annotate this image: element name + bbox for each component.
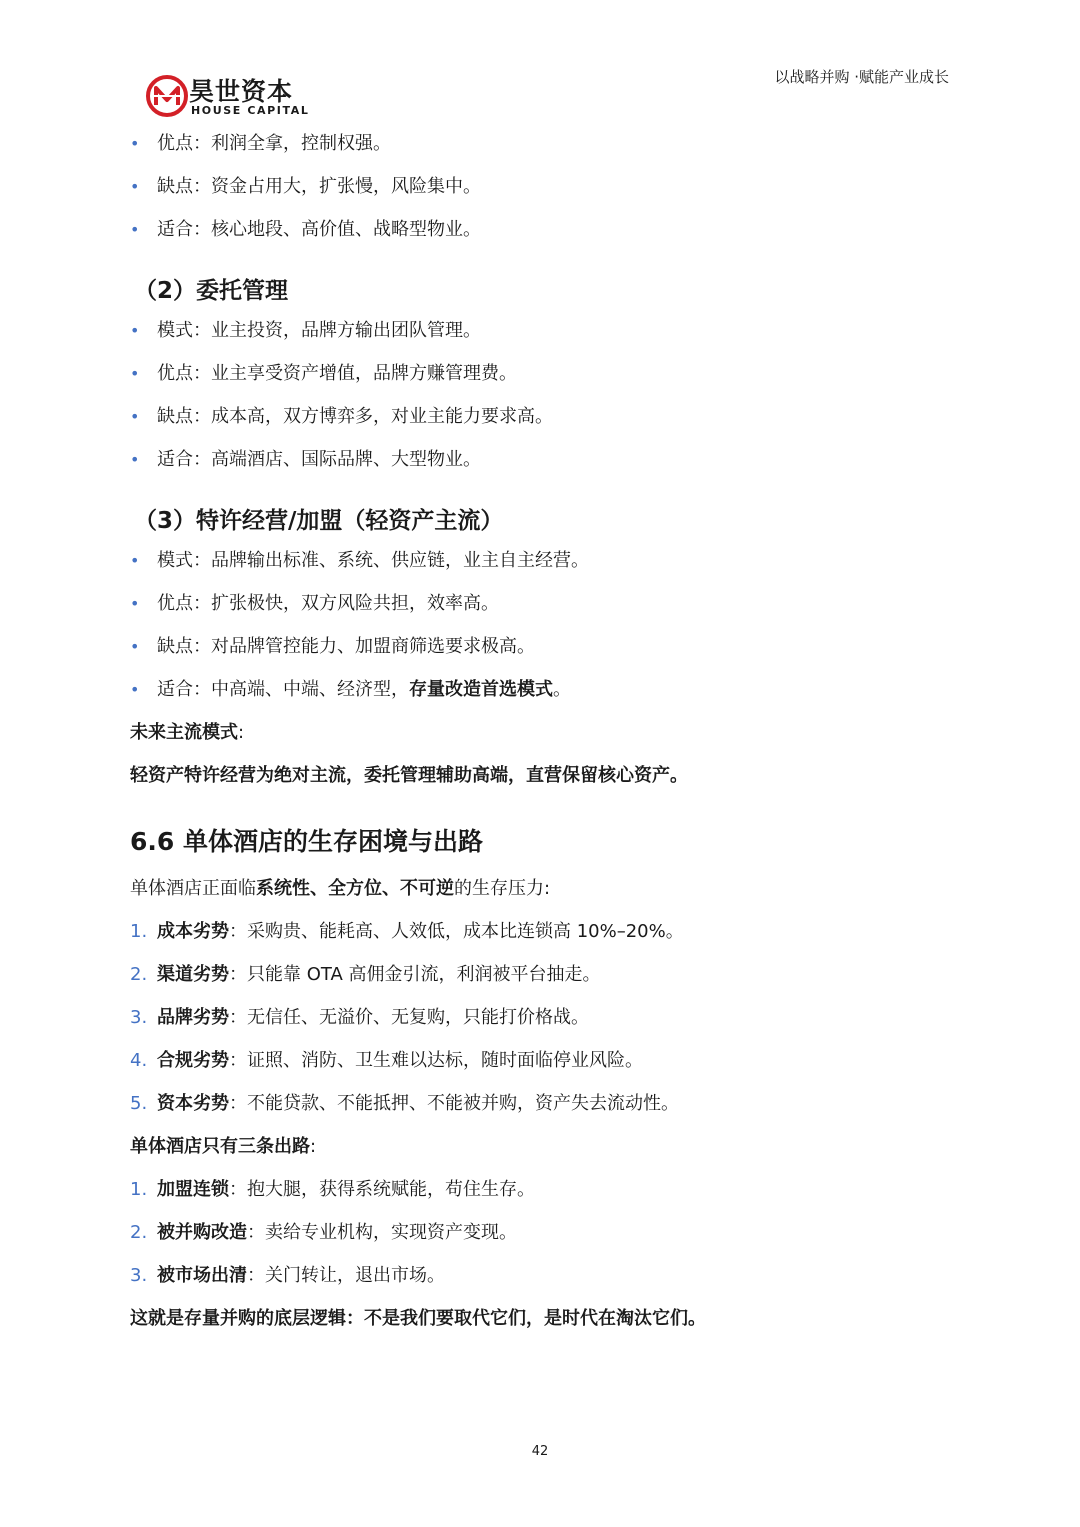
- bullet-text: 业主享受资产增值，品牌方赚管理费。: [211, 363, 517, 384]
- item-label: 被并购改造: [157, 1222, 247, 1243]
- list-item: 2. 被并购改造：卖给专业机构，实现资产变现。: [130, 1216, 960, 1259]
- franchise-heading: （3）特许经营/加盟（轻资产主流）: [134, 508, 504, 534]
- item-number: 1.: [130, 1179, 148, 1200]
- item-label: 渠道劣势: [157, 964, 229, 985]
- entrusted-heading: （2）委托管理: [134, 278, 289, 304]
- bullet-icon: •: [130, 220, 140, 239]
- bullet-text: 扩张极快，双方风险共担，效率高。: [211, 593, 499, 614]
- bullet-icon: •: [130, 551, 140, 570]
- bullet-text: 高端酒店、国际品牌、大型物业。: [211, 449, 481, 470]
- page-content: [130, 127, 960, 1345]
- list-item: 5. 资本劣势：不能贷款、不能抵押、不能被并购，资产失去流动性。: [130, 1087, 960, 1130]
- item-number: 4.: [130, 1050, 148, 1071]
- item-text: 采购贵、能耗高、人效低，成本比连锁高 10%–20%。: [247, 921, 684, 942]
- bullet-icon: •: [130, 364, 140, 383]
- item-label: 加盟连锁: [157, 1179, 229, 1200]
- exits-list: [130, 1173, 960, 1302]
- list-item: • 优点：业主享受资产增值，品牌方赚管理费。: [130, 357, 960, 400]
- list-item: 2. 渠道劣势：只能靠 OTA 高佣金引流，利润被平台抽走。: [130, 958, 960, 1001]
- intro-emphasis: 系统性、全方位、不可逆: [256, 878, 454, 899]
- item-number: 2.: [130, 964, 148, 985]
- bullet-text: 资金占用大，扩张慢，风险集中。: [211, 176, 481, 197]
- item-text: 无信任、无溢价、无复购，只能打价格战。: [247, 1007, 589, 1028]
- entrusted-bullets: [130, 314, 960, 486]
- bullet-text: 核心地段、高价值、战略型物业。: [211, 219, 481, 240]
- item-label: 品牌劣势: [157, 1007, 229, 1028]
- list-item: • 缺点：对品牌管控能力、加盟商筛选要求极高。: [130, 630, 960, 673]
- bullet-text: 对品牌管控能力、加盟商筛选要求极高。: [211, 636, 535, 657]
- company-logo: [145, 72, 315, 120]
- direct-ops-bullets: [130, 127, 960, 256]
- section-title: 6.6 单体酒店的生存困境与出路: [130, 827, 483, 856]
- bullet-label: 模式: [157, 550, 193, 571]
- list-item: • 缺点：成本高，双方博弈多，对业主能力要求高。: [130, 400, 960, 443]
- exits-label: 单体酒店只有三条出路: [130, 1136, 310, 1157]
- header-slogan: 以战略并购 ·赋能产业成长: [774, 68, 949, 86]
- list-item: 1. 加盟连锁：抱大腿，获得系统赋能，苟住生存。: [130, 1173, 960, 1216]
- item-text: 抱大腿，获得系统赋能，苟住生存。: [247, 1179, 535, 1200]
- bullet-label: 缺点: [157, 406, 193, 427]
- franchise-bullets: [130, 544, 960, 716]
- list-item: • 适合：中高端、中端、经济型，存量改造首选模式。: [130, 673, 960, 716]
- bullet-icon: •: [130, 177, 140, 196]
- bullet-text: 利润全拿，控制权强。: [211, 133, 391, 154]
- bullet-text: 品牌输出标准、系统、供应链，业主自主经营。: [211, 550, 589, 571]
- conclusion: 这就是存量并购的底层逻辑：不是我们要取代它们，是时代在淘汰它们。: [130, 1308, 706, 1329]
- item-number: 5.: [130, 1093, 148, 1114]
- list-item: 4. 合规劣势：证照、消防、卫生难以达标，随时面临停业风险。: [130, 1044, 960, 1087]
- exits-colon: :: [310, 1136, 317, 1157]
- item-label: 被市场出清: [157, 1265, 247, 1286]
- future-mode-colon: :: [238, 722, 245, 743]
- item-label: 成本劣势: [157, 921, 229, 942]
- item-text: 证照、消防、卫生难以达标，随时面临停业风险。: [247, 1050, 643, 1071]
- bullet-emphasis: 存量改造首选模式: [409, 679, 553, 700]
- bullet-icon: •: [130, 594, 140, 613]
- item-label: 合规劣势: [157, 1050, 229, 1071]
- house-capital-logo-icon: [145, 74, 189, 118]
- list-item: • 缺点：资金占用大，扩张慢，风险集中。: [130, 170, 960, 213]
- item-text: 卖给专业机构，实现资产变现。: [265, 1222, 517, 1243]
- item-number: 2.: [130, 1222, 148, 1243]
- list-item: 3. 被市场出清：关门转让，退出市场。: [130, 1259, 960, 1302]
- disadvantages-list: [130, 915, 960, 1130]
- exits-label-line: [130, 1130, 960, 1173]
- intro-pre: 单体酒店正面临: [130, 878, 256, 899]
- list-item: • 优点：扩张极快，双方风险共担，效率高。: [130, 587, 960, 630]
- item-text: 不能贷款、不能抵押、不能被并购，资产失去流动性。: [247, 1093, 679, 1114]
- bullet-label: 模式: [157, 320, 193, 341]
- bullet-label: 缺点: [157, 176, 193, 197]
- list-item: 3. 品牌劣势：无信任、无溢价、无复购，只能打价格战。: [130, 1001, 960, 1044]
- item-text: 只能靠 OTA 高佣金引流，利润被平台抽走。: [247, 964, 601, 985]
- bullet-label: 优点: [157, 133, 193, 154]
- bullet-icon: •: [130, 321, 140, 340]
- list-item: • 优点：利润全拿，控制权强。: [130, 127, 960, 170]
- bullet-icon: •: [130, 134, 140, 153]
- item-text: 关门转让，退出市场。: [265, 1265, 445, 1286]
- list-item: • 模式：业主投资，品牌方输出团队管理。: [130, 314, 960, 357]
- bullet-text: 中高端、中端、经济型，: [211, 679, 409, 700]
- bullet-label: 优点: [157, 593, 193, 614]
- page-number: 42: [531, 1444, 549, 1459]
- list-item: • 适合：高端酒店、国际品牌、大型物业。: [130, 443, 960, 486]
- bullet-label: 适合: [157, 449, 193, 470]
- bullet-text: 业主投资，品牌方输出团队管理。: [211, 320, 481, 341]
- list-item: 1. 成本劣势：采购贵、能耗高、人效低，成本比连锁高 10%–20%。: [130, 915, 960, 958]
- future-mode-label-line: [130, 716, 960, 759]
- bullet-label: 缺点: [157, 636, 193, 657]
- future-mode-label: 未来主流模式: [130, 722, 238, 743]
- bullet-end: 。: [553, 679, 571, 700]
- bullet-label: 优点: [157, 363, 193, 384]
- item-number: 3.: [130, 1007, 148, 1028]
- item-number: 1.: [130, 921, 148, 942]
- bullet-icon: •: [130, 407, 140, 426]
- item-number: 3.: [130, 1265, 148, 1286]
- section-intro: [130, 872, 960, 915]
- intro-post: 的生存压力:: [454, 878, 551, 899]
- list-item: • 模式：品牌输出标准、系统、供应链，业主自主经营。: [130, 544, 960, 587]
- bullet-label: 适合: [157, 679, 193, 700]
- logo-english-name: HOUSE CAPITAL: [191, 104, 310, 117]
- bullet-icon: •: [130, 450, 140, 469]
- bullet-label: 适合: [157, 219, 193, 240]
- bullet-icon: •: [130, 637, 140, 656]
- bullet-text: 成本高，双方博弈多，对业主能力要求高。: [211, 406, 553, 427]
- list-item: • 适合：核心地段、高价值、战略型物业。: [130, 213, 960, 256]
- future-mode-statement: 轻资产特许经营为绝对主流，委托管理辅助高端，直营保留核心资产。: [130, 765, 688, 786]
- item-label: 资本劣势: [157, 1093, 229, 1114]
- logo-chinese-name: 昊世资本: [189, 77, 294, 106]
- bullet-icon: •: [130, 680, 140, 699]
